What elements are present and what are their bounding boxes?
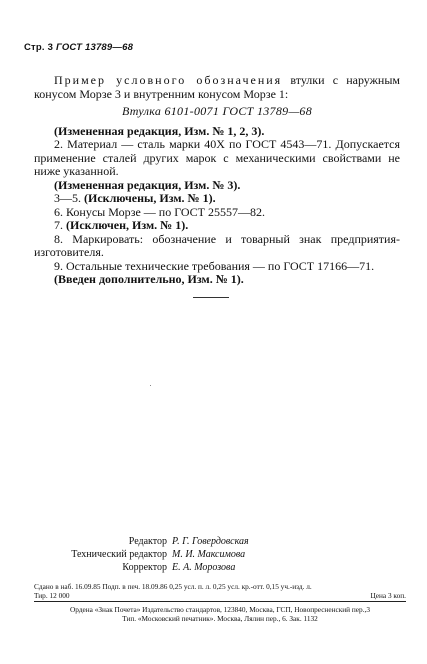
item-3-5-number: 3—5. (54, 191, 81, 205)
credit-role: Редактор (128, 536, 167, 547)
page-number: Стр. 3 (24, 42, 54, 53)
designation-example: Втулка 6101-0071 ГОСТ 13789—68 (121, 104, 313, 118)
credit-person: Р. Г. Говердовская (172, 536, 249, 547)
edition-note-1: (Измененная редакция, Изм. № 1, 2, 3). (54, 123, 265, 138)
print-imprint (34, 582, 406, 600)
publisher-footer (34, 605, 406, 623)
publisher-line: Ордена «Знак Почета» Издательство стандартов, 123840, Москва, ГСП, Новопресненский пер.,3 (70, 605, 370, 614)
item-9-note: (Введен дополнительно, Изм. № 1). (54, 272, 244, 286)
imprint-circulation: Тир. 12 000 (34, 591, 70, 600)
page-header (24, 42, 133, 53)
header-standard-number: 13789—68 (84, 42, 134, 53)
item-8-marking: 8. Маркировать: обозначение и товарный знак предприятия-изготовителя. (34, 231, 400, 259)
example-lead: Пример условного обозначения (54, 73, 283, 87)
imprint-line-1: Сдано в наб. 16.09.85 Подп. в печ. 18.09.86 0,25 усл. п. л. 0,25 усл. кр.-отт. 0,15 уч.-изд. л. (34, 582, 312, 591)
item-7 (34, 219, 400, 233)
item-3-5-note: (Исключены, Изм. № 1). (81, 191, 216, 205)
imprint-rule (34, 601, 406, 602)
example-paragraph (34, 74, 400, 101)
imprint-price: Цена 3 коп. (370, 591, 406, 600)
section-divider (193, 297, 229, 298)
editorial-credits (0, 535, 427, 574)
header-gost-label: ГОСТ (55, 42, 83, 53)
credit-row-editor (0, 535, 427, 548)
edition-note-2: (Измененная редакция, Изм. № 3). (54, 177, 241, 192)
item-3-5 (34, 192, 400, 206)
item-7-number: 7. (54, 218, 63, 232)
printer-line: Тип. «Московский печатник». Москва, Лялин пер., 6. Зак. 1132 (122, 614, 318, 623)
credit-person: Е. А. Морозова (172, 562, 236, 573)
print-speck (150, 385, 151, 386)
credit-row-tech-editor (0, 548, 427, 561)
item-7-note: (Исключен, Изм. № 1). (63, 218, 189, 232)
item-6-cones: 6. Конусы Морзе — по ГОСТ 25557—82. (54, 204, 266, 219)
example-rest: втулки с наружным конусом Морзе 3 и внутренним конусом Морзе 1: (34, 73, 400, 101)
credit-role: Технический редактор (71, 549, 167, 560)
document-body (34, 74, 400, 287)
credit-person: М. И. Максимова (172, 549, 246, 560)
credit-row-corrector (0, 561, 427, 574)
item-2-material: 2. Материал — сталь марки 40Х по ГОСТ 4543—71. Допускается применение сталей других марок с механическими свойствами не ниже указанной. (34, 137, 400, 178)
item-9-requirements: 9. Остальные технические требования — по ГОСТ 17166—71. (54, 258, 375, 273)
imprint-line-2 (34, 591, 406, 600)
credit-role: Корректор (122, 562, 167, 573)
